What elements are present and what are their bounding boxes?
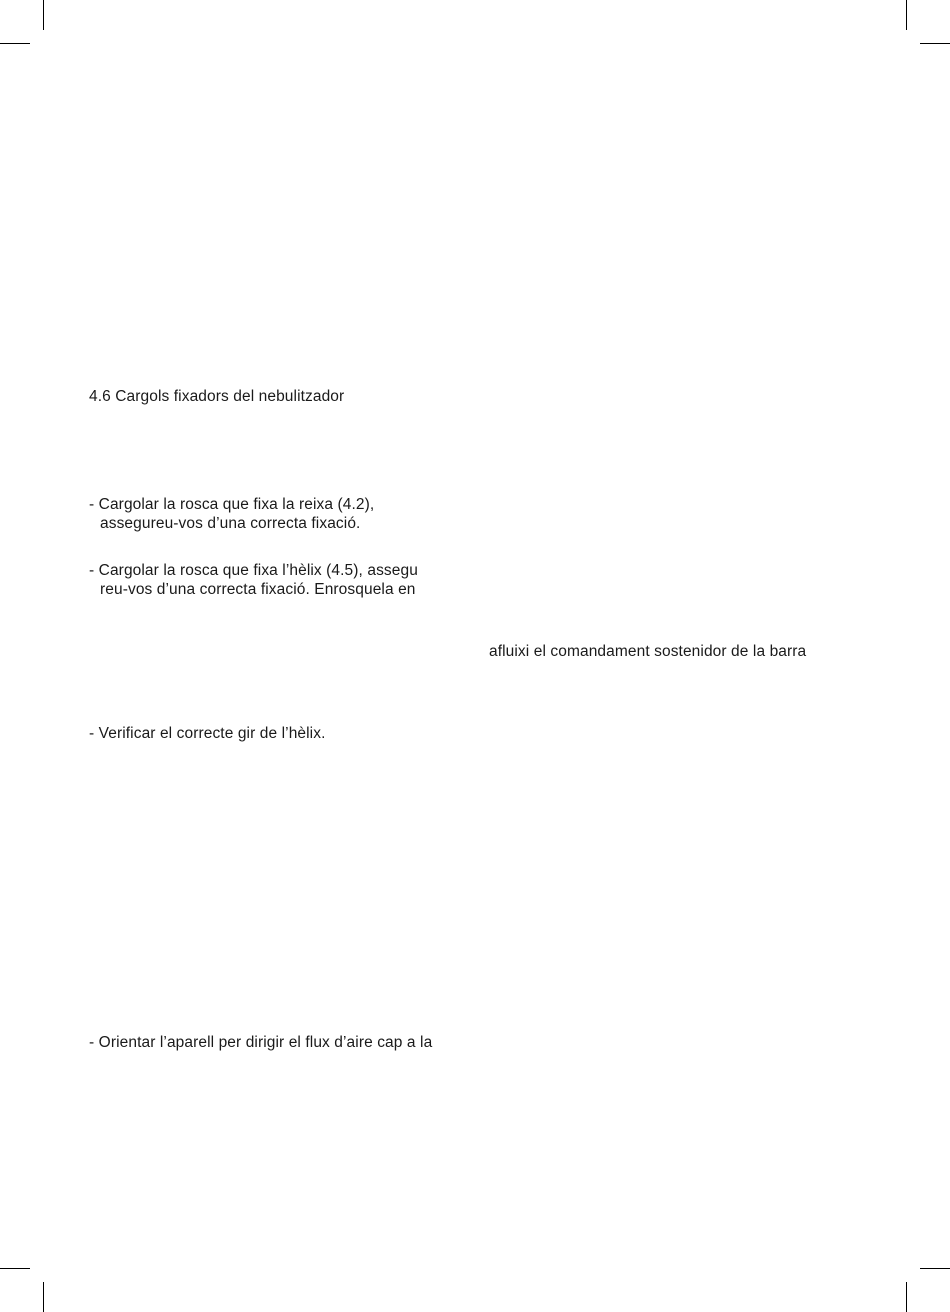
crop-mark-top-right-vertical bbox=[906, 0, 907, 30]
check-item-helix-rotation: - Verificar el correcte gir de l’hèlix. bbox=[89, 725, 326, 742]
instruction-line: - Cargolar la rosca que fixa la reixa (4.2), bbox=[89, 496, 375, 513]
instruction-line-continued: assegureu-vos d’una correcta fixació. bbox=[100, 515, 361, 532]
crop-mark-bottom-left-horizontal bbox=[0, 1268, 30, 1269]
crop-mark-top-left-vertical bbox=[43, 0, 44, 30]
crop-mark-bottom-right-vertical bbox=[906, 1282, 907, 1312]
right-column-fragment: afluixi el comandament sostenidor de la barra bbox=[489, 643, 807, 660]
crop-mark-top-right-horizontal bbox=[920, 43, 950, 44]
instruction-line-continued: reu-vos d’una correcta fixació. Enrosquela en bbox=[100, 581, 416, 598]
instruction-line: - Cargolar la rosca que fixa l’hèlix (4.5), assegu bbox=[89, 562, 418, 579]
crop-mark-bottom-right-horizontal bbox=[920, 1268, 950, 1269]
section-heading: 4.6 Cargols fixadors del nebulitzador bbox=[89, 388, 345, 405]
crop-mark-top-left-horizontal bbox=[0, 43, 30, 44]
crop-mark-bottom-left-vertical bbox=[43, 1282, 44, 1312]
check-item-orient-device: - Orientar l’aparell per dirigir el flux d’aire cap a la bbox=[89, 1034, 433, 1051]
